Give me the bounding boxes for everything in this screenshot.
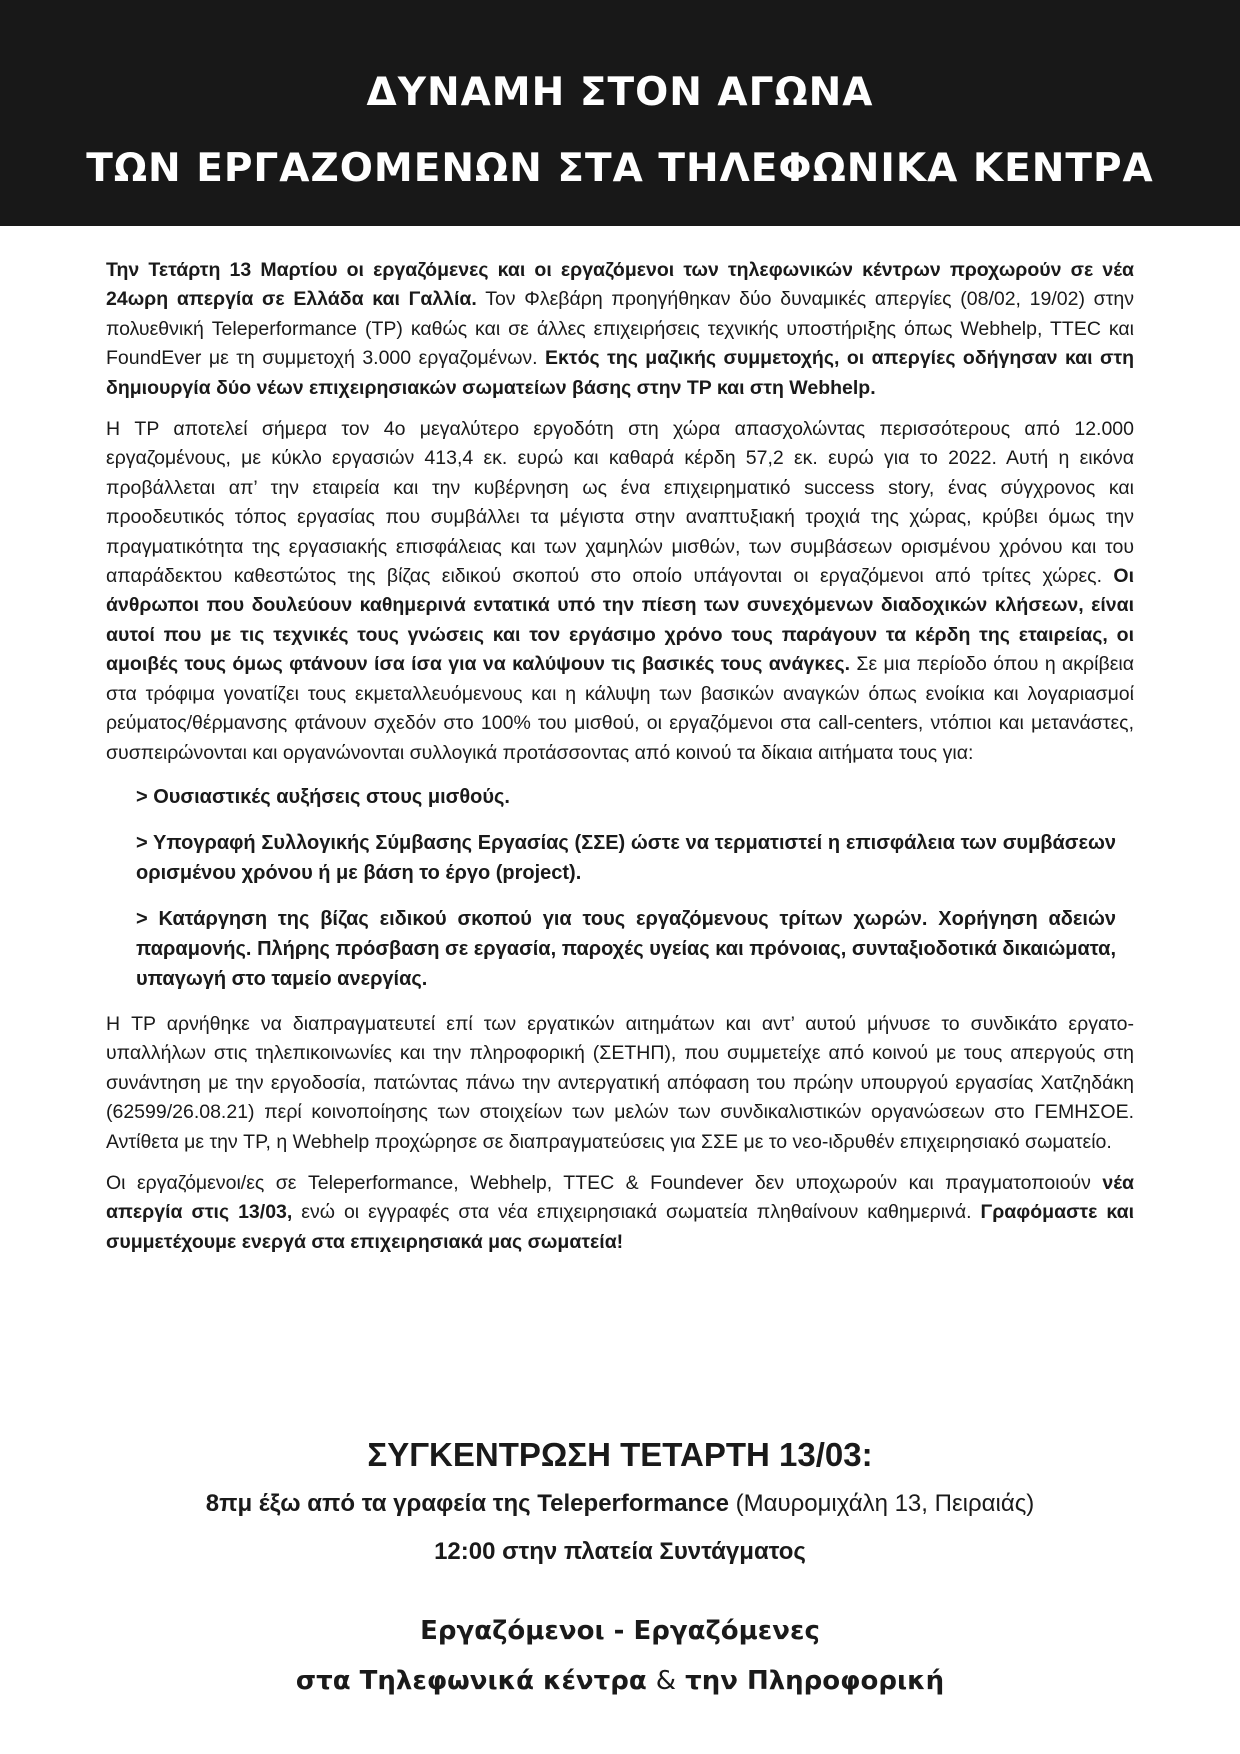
- rally-location-2: 12:00 στην πλατεία Συντάγματος: [434, 1538, 806, 1565]
- workers-bold-text: Οι άνθρωποι που δουλεύουν καθημερινά εντατικά υπό την πίεση των συνεχόμενων διαδοχικών κλήσεων, είναι αυτοί που με τις τεχνικές τους γνώσεις και τον εργάσιμο χρόνο τους παράγουν τα κέρδη της εταιρείας, οι αμοιβές τους όμως φτάνουν ίσα ίσα για να καλύψουν τις βασικές τους ανάγκες.: [106, 565, 1134, 676]
- demand-item: > Υπογραφή Συλλογικής Σύμβασης Εργασίας (ΣΣΕ) ώστε να τερματιστεί η επισφάλεια των συμβάσεων ορισμένου χρόνου ή με βάση το έργο (project).: [136, 831, 1116, 884]
- title-line-2: ΤΩΝ ΕΡΓΑΖΟΜΕΝΩΝ ΣΤΑ ΤΗΛΕΦΩΝΙΚΑ ΚΕΝΤΡΑ: [86, 146, 1154, 191]
- signature-ampersand: &: [655, 1666, 677, 1696]
- intro-bold-lead: Την Τετάρτη 13 Μαρτίου οι εργαζόμενες και οι εργαζόμενοι των τηλεφωνικών κέντρων προχωρούν σε νέα 24ωρη απεργία σε Ελλάδα και Γαλλία.: [106, 259, 1134, 311]
- strike-date-bold: νέα απεργία στις 13/03,: [106, 1171, 1134, 1224]
- call-to-action-bold: Γραφόμαστε και συμμετέχουμε ενεργά στα επιχειρησιακά μας σωματεία!: [106, 1201, 1134, 1253]
- intro-text: Τον Φλεβάρη προηγήθηκαν δύο δυναμικές απεργίες (08/02, 19/02) στην πολυεθνική Teleperformance (TP) καθώς και σε άλλες επιχειρήσεις τεχνικής υποστήριξης όπως Webhelp, TTEC και FoundEver με τη συμμετοχή 3.000 εργαζομένων.: [106, 288, 1134, 370]
- company-text: Η TP αποτελεί σήμερα τον 4ο μεγαλύτερο εργοδότη στη χώρα απασχολώντας περισσότερους από 12.000 εργαζομένους, με κύκλο εργασιών 413,4 εκ. ευρώ και καθαρά κέρδη 57,2 εκ. ευρώ για το 2022. Αυτή η εικόνα προβάλλεται απ’ την εταιρεία και την κυβέρνηση ως ένα επιχειρηματικό success story, ένας σύγχρονος και προοδευτικός τόπος εργασίας που συμβάλλει τα μέγιστα στην αναπτυξιακή τροχιά της χώρας, κρύβει όμως την πραγματικότητα της εργασιακής επισφάλειας και των χαμηλών μισθών, των συμβάσεων ορισμένου χρόνου και του απαράδεκτου καθεστώτος της βίζας ειδικού σκοπού στο οποίο υπάγονται οι εργαζόμενοι από τρίτες χώρες.: [106, 418, 1134, 588]
- demand-item: > Κατάργηση της βίζας ειδικού σκοπού για τους εργαζόμενους τρίτων χωρών. Χορήγηση αδειών παραμονής. Πλήρης πρόσβαση σε εργασία, παροχές υγείας και πρόνοιας, συνταξιοδοτικά δικαιώματα, υπαγωγή στο ταμείο ανεργίας.: [136, 907, 1116, 990]
- demand-item: > Ουσιαστικές αυξήσεις στους μισθούς.: [136, 785, 510, 808]
- intro-bold-conclusion: Εκτός της μαζικής συμμετοχής, οι απεργίες οδήγησαν και στη δημιουργία δύο νέων επιχειρησιακών σωματείων βάσης στην TP και στη Webhelp.: [106, 347, 1134, 399]
- strike-text: Οι εργαζόμενοι/ες σε Teleperformance, Webhelp, TTEC & Foundever δεν υποχωρούν και πραγματοποιούν: [106, 1171, 1103, 1194]
- rally-title: ΣΥΓΚΕΝΤΡΩΣΗ ΤΕΤΑΡΤΗ 13/03:: [367, 1436, 873, 1473]
- signature-line-2: [0, 1666, 1240, 1696]
- intro-paragraph: [106, 256, 1134, 403]
- demands-list: [136, 782, 1116, 994]
- strike-paragraph: [106, 1169, 1134, 1257]
- lawsuit-text: Η TP αρνήθηκε να διαπραγματευτεί επί των εργατικών αιτημάτων και αντ’ αυτού μήνυσε το συνδικάτο εργατο-υπαλλήλων στις τηλεπικοινωνίες και την πληροφορική (ΣΕΤΗΠ), που συμμετείχε από κοινού με τους απεργούς στη συνάντηση με την εργοδοσία, πατώντας πάνω την αντεργατική απόφαση του πρώην υπουργού εργασίας Χατζηδάκη (62599/26.08.21) περί κοινοποίησης των στοιχείων των μελών των συνδικαλιστικών οργανώσεων στο ΓΕΜΗΣΟΕ. Αντίθετα με την TP, η Webhelp προχώρησε σε διαπραγματεύσεις για ΣΣΕ με το νεο-ιδρυθέν επιχειρησιακό σωματείο.: [106, 1012, 1134, 1153]
- rally-location-1: [0, 1490, 1240, 1518]
- company-paragraph: [106, 415, 1134, 768]
- signature-part-b: την Πληροφορική: [676, 1666, 945, 1696]
- signature-line-1: Εργαζόμενοι - Εργαζόμενες: [420, 1616, 820, 1646]
- signature-part-a: στα Τηλεφωνικά κέντρα: [295, 1666, 656, 1696]
- title-line-1: ΔΥΝΑΜΗ ΣΤΟΝ ΑΓΩΝΑ: [366, 70, 874, 115]
- title-banner: [0, 0, 1240, 226]
- lawsuit-paragraph: [106, 1010, 1134, 1157]
- article-body: [106, 256, 1134, 1269]
- membership-text: ενώ οι εγγραφές στα νέα επιχειρησιακά σωματεία πληθαίνουν καθημερινά.: [292, 1201, 981, 1224]
- rally-location-1-address: (Μαυρομιχάλη 13, Πειραιάς): [728, 1490, 1035, 1517]
- demands-intro-text: Σε μια περίοδο όπου η ακρίβεια στα τρόφιμα γονατίζει τους εκμεταλλευόμενους και η κάλυψη των βασικών αναγκών όπως ενοίκια και λογαριασμοί ρεύματος/θέρμανσης φτάνουν σχεδόν στο 100% του μισθού, οι εργαζόμενοι στα call-centers, ντόπιοι και μετανάστες, συσπειρώνονται και οργανώνονται συλλογικά προτάσσοντας από κοινού τα δίκαια αιτήματα τους για:: [106, 653, 1134, 764]
- rally-location-1-bold: 8πμ έξω από τα γραφεία της Teleperformance: [205, 1490, 729, 1517]
